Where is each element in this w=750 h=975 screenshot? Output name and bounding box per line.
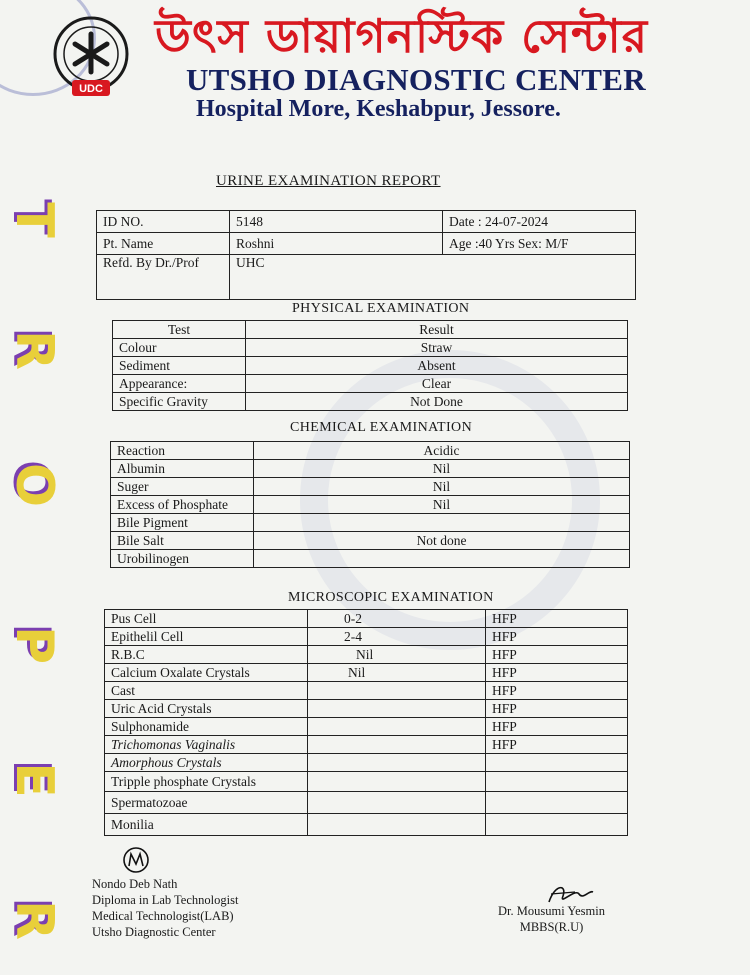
test-name: Trichomonas Vaginalis [105, 736, 308, 754]
test-name: Monilia [105, 814, 308, 836]
test-result [308, 736, 486, 754]
test-result: Not done [254, 532, 630, 550]
table-row [111, 478, 630, 496]
table-row [111, 514, 630, 532]
test-result: Nil [308, 646, 486, 664]
center-name-bengali: উৎস ডায়াগনস্টিক সেন্টার [155, 9, 649, 63]
column-header: Test [113, 321, 246, 339]
signatory-line: Utsho Diagnostic Center [92, 925, 216, 939]
table-row [105, 646, 628, 664]
test-result: Straw [246, 339, 628, 357]
banner-letter: P [4, 625, 64, 665]
table-row [105, 792, 628, 814]
test-name: Appearance: [113, 375, 246, 393]
chemical-section-title: CHEMICAL EXAMINATION [290, 420, 473, 435]
table-row [111, 460, 630, 478]
table-row [111, 496, 630, 514]
test-result: Clear [246, 375, 628, 393]
lab-technologist-signature [92, 876, 238, 940]
test-name: Cast [105, 682, 308, 700]
test-result: 2-4 [308, 628, 486, 646]
test-name: Calcium Oxalate Crystals [105, 664, 308, 682]
test-result: Not Done [246, 393, 628, 411]
banner-letter: R [4, 899, 64, 941]
test-result [308, 700, 486, 718]
table-row [105, 772, 628, 792]
signatory-line: Diploma in Lab Technologist [92, 893, 239, 907]
test-name: Reaction [111, 442, 254, 460]
signatory-name: Nondo Deb Nath [92, 877, 178, 891]
patient-name-value: Roshni [230, 233, 443, 255]
side-report-banner [6, 190, 66, 960]
report-title: URINE EXAMINATION REPORT [216, 173, 441, 189]
table-header-row [113, 321, 628, 339]
test-result: Absent [246, 357, 628, 375]
test-unit: HFP [486, 628, 628, 646]
table-row [105, 628, 628, 646]
table-row [105, 736, 628, 754]
doctor-signature [498, 903, 605, 935]
test-unit: HFP [486, 736, 628, 754]
center-address: Hospital More, Keshabpur, Jessore. [196, 96, 561, 122]
test-name: Bile Pigment [111, 514, 254, 532]
table-row [105, 814, 628, 836]
test-name: Specific Gravity [113, 393, 246, 411]
test-name: Colour [113, 339, 246, 357]
test-unit [486, 814, 628, 836]
microscopic-section-title: MICROSCOPIC EXAMINATION [288, 590, 494, 605]
center-name-english: UTSHO DIAGNOSTIC CENTER [186, 62, 646, 97]
udc-logo-icon [48, 14, 134, 100]
test-name: Albumin [111, 460, 254, 478]
referred-by-label: Refd. By Dr./Prof [97, 255, 230, 300]
test-name: Spermatozoae [105, 792, 308, 814]
test-result [308, 718, 486, 736]
test-name: Pus Cell [105, 610, 308, 628]
microscopic-table [104, 609, 628, 836]
banner-letter: E [4, 762, 64, 798]
test-result: Nil [308, 664, 486, 682]
table-row [105, 754, 628, 772]
test-name: Bile Salt [111, 532, 254, 550]
table-row [111, 550, 630, 568]
test-unit [486, 792, 628, 814]
test-result [308, 682, 486, 700]
physical-section-title: PHYSICAL EXAMINATION [292, 301, 470, 316]
test-unit: HFP [486, 646, 628, 664]
test-unit [486, 772, 628, 792]
id-label: ID NO. [97, 211, 230, 233]
test-unit: HFP [486, 700, 628, 718]
table-row [105, 700, 628, 718]
test-result: Acidic [254, 442, 630, 460]
test-result: 0-2 [308, 610, 486, 628]
test-unit [486, 754, 628, 772]
test-result [254, 514, 630, 532]
table-row [113, 357, 628, 375]
test-result [308, 792, 486, 814]
test-result [308, 814, 486, 836]
test-name: Sulphonamide [105, 718, 308, 736]
column-header: Result [246, 321, 628, 339]
patient-info-table [96, 210, 636, 300]
test-result [308, 754, 486, 772]
table-row [105, 682, 628, 700]
test-result: Nil [254, 460, 630, 478]
test-name: Amorphous Crystals [105, 754, 308, 772]
test-unit: HFP [486, 718, 628, 736]
table-row [105, 718, 628, 736]
patient-name-label: Pt. Name [97, 233, 230, 255]
test-name: Suger [111, 478, 254, 496]
test-name: Tripple phosphate Crystals [105, 772, 308, 792]
test-result [254, 550, 630, 568]
banner-letter: R [4, 329, 64, 371]
table-row [111, 532, 630, 550]
signatory-line: Medical Technologist(LAB) [92, 909, 234, 923]
test-result: Nil [254, 496, 630, 514]
banner-letter: T [4, 202, 64, 238]
test-name: Urobilinogen [111, 550, 254, 568]
table-row [111, 442, 630, 460]
test-unit: HFP [486, 664, 628, 682]
table-row [113, 339, 628, 357]
test-name: Sediment [113, 357, 246, 375]
test-unit: HFP [486, 682, 628, 700]
report-date: Date : 24-07-2024 [443, 211, 636, 233]
test-name: Uric Acid Crystals [105, 700, 308, 718]
banner-letter: O [4, 462, 64, 508]
test-name: Epithelil Cell [105, 628, 308, 646]
referred-by-value: UHC [230, 255, 636, 300]
table-row [113, 393, 628, 411]
test-unit: HFP [486, 610, 628, 628]
signatory-name: Dr. Mousumi Yesmin [498, 904, 605, 918]
test-result: Nil [254, 478, 630, 496]
test-result [308, 772, 486, 792]
table-row [105, 610, 628, 628]
initial-signature-icon [120, 846, 152, 874]
patient-age-sex: Age :40 Yrs Sex: M/F [443, 233, 636, 255]
chemical-table [110, 441, 630, 568]
table-row [113, 375, 628, 393]
signatory-line: MBBS(R.U) [519, 920, 584, 934]
test-name: Excess of Phosphate [111, 496, 254, 514]
physical-table [112, 320, 628, 411]
id-value: 5148 [230, 211, 443, 233]
logo-text: UDC [79, 83, 103, 95]
table-row [105, 664, 628, 682]
test-name: R.B.C [105, 646, 308, 664]
